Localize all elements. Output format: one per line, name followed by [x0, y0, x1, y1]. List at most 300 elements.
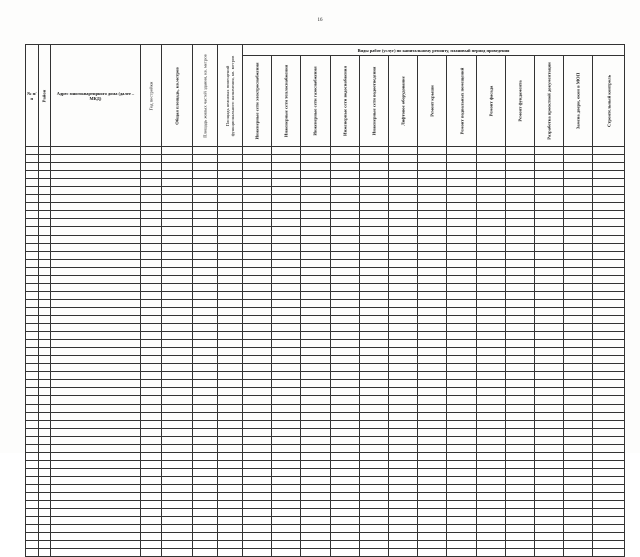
- table-cell: [301, 227, 330, 235]
- table-cell: [593, 171, 625, 179]
- table-cell: [564, 404, 593, 412]
- work-type-header: Инженерные сети водоснабжения: [330, 56, 359, 147]
- table-cell: [418, 324, 447, 332]
- table-cell: [564, 476, 593, 484]
- table-cell: [301, 493, 330, 501]
- table-cell: [38, 332, 51, 340]
- table-cell: [140, 227, 161, 235]
- table-cell: [535, 195, 564, 203]
- table-cell: [447, 428, 476, 436]
- table-cell: [140, 307, 161, 315]
- table-cell: [192, 235, 217, 243]
- table-cell: [140, 525, 161, 533]
- table-cell: [26, 324, 39, 332]
- table-cell: [242, 275, 271, 283]
- table-row: [26, 219, 625, 227]
- table-cell: [476, 299, 505, 307]
- table-cell: [26, 315, 39, 323]
- table-cell: [301, 283, 330, 291]
- table-cell: [161, 396, 192, 404]
- table-cell: [272, 211, 301, 219]
- table-cell: [389, 509, 418, 517]
- work-type-header: Инженерные сети электроснабжения: [242, 56, 271, 147]
- table-cell: [140, 356, 161, 364]
- table-cell: [593, 291, 625, 299]
- table-cell: [26, 412, 39, 420]
- table-cell: [535, 203, 564, 211]
- table-cell: [38, 388, 51, 396]
- table-cell: [564, 364, 593, 372]
- table-cell: [564, 428, 593, 436]
- table-cell: [217, 541, 242, 549]
- table-row: [26, 171, 625, 179]
- table-cell: [505, 307, 534, 315]
- table-cell: [217, 299, 242, 307]
- table-cell: [505, 452, 534, 460]
- table-cell: [359, 460, 388, 468]
- table-cell: [140, 412, 161, 420]
- table-cell: [476, 452, 505, 460]
- table-cell: [389, 259, 418, 267]
- table-cell: [505, 332, 534, 340]
- table-cell: [330, 356, 359, 364]
- table-cell: [26, 348, 39, 356]
- table-cell: [359, 187, 388, 195]
- table-cell: [330, 299, 359, 307]
- table-cell: [217, 171, 242, 179]
- table-cell: [161, 436, 192, 444]
- table-cell: [505, 299, 534, 307]
- table-cell: [192, 243, 217, 251]
- table-cell: [389, 468, 418, 476]
- table-cell: [192, 412, 217, 420]
- table-cell: [418, 380, 447, 388]
- table-cell: [26, 195, 39, 203]
- table-cell: [51, 299, 141, 307]
- table-cell: [447, 517, 476, 525]
- table-cell: [301, 187, 330, 195]
- table-cell: [140, 509, 161, 517]
- table-cell: [242, 476, 271, 484]
- table-cell: [593, 251, 625, 259]
- table-cell: [418, 517, 447, 525]
- table-cell: [38, 412, 51, 420]
- col-nonliving-area-header: Площадь нежилых помещений функционального назначения, кв. метров: [217, 45, 242, 147]
- table-cell: [505, 324, 534, 332]
- table-cell: [330, 307, 359, 315]
- table-cell: [593, 211, 625, 219]
- table-cell: [535, 155, 564, 163]
- table-cell: [564, 195, 593, 203]
- table-cell: [217, 179, 242, 187]
- table-cell: [192, 541, 217, 549]
- table-cell: [447, 219, 476, 227]
- table-cell: [217, 493, 242, 501]
- table-cell: [330, 452, 359, 460]
- table-cell: [161, 340, 192, 348]
- table-cell: [418, 420, 447, 428]
- table-cell: [38, 227, 51, 235]
- table-cell: [192, 549, 217, 557]
- table-cell: [535, 283, 564, 291]
- table-cell: [330, 291, 359, 299]
- table-cell: [330, 155, 359, 163]
- table-cell: [140, 267, 161, 275]
- table-cell: [242, 549, 271, 557]
- table-cell: [593, 163, 625, 171]
- table-cell: [272, 460, 301, 468]
- table-cell: [161, 307, 192, 315]
- table-cell: [272, 404, 301, 412]
- table-cell: [140, 468, 161, 476]
- table-cell: [217, 275, 242, 283]
- table-cell: [161, 541, 192, 549]
- table-cell: [51, 525, 141, 533]
- table-cell: [476, 404, 505, 412]
- table-cell: [447, 291, 476, 299]
- table-cell: [593, 307, 625, 315]
- table-cell: [330, 517, 359, 525]
- table-cell: [418, 147, 447, 155]
- table-cell: [330, 235, 359, 243]
- table-cell: [26, 525, 39, 533]
- table-cell: [447, 187, 476, 195]
- table-cell: [418, 525, 447, 533]
- table-cell: [505, 340, 534, 348]
- table-row: [26, 525, 625, 533]
- table-cell: [140, 195, 161, 203]
- table-cell: [389, 452, 418, 460]
- table-cell: [535, 396, 564, 404]
- table-cell: [26, 396, 39, 404]
- table-cell: [161, 324, 192, 332]
- work-type-header: Ремонт крыши: [418, 56, 447, 147]
- table-cell: [418, 412, 447, 420]
- table-cell: [447, 195, 476, 203]
- table-cell: [418, 299, 447, 307]
- table-cell: [272, 396, 301, 404]
- table-cell: [51, 396, 141, 404]
- table-cell: [535, 340, 564, 348]
- table-cell: [535, 307, 564, 315]
- table-cell: [301, 396, 330, 404]
- register-body: [26, 147, 625, 557]
- table-cell: [26, 476, 39, 484]
- table-cell: [447, 412, 476, 420]
- table-cell: [330, 404, 359, 412]
- table-cell: [38, 380, 51, 388]
- table-cell: [593, 195, 625, 203]
- table-cell: [51, 380, 141, 388]
- table-cell: [330, 211, 359, 219]
- table-cell: [51, 364, 141, 372]
- table-cell: [140, 315, 161, 323]
- table-cell: [51, 549, 141, 557]
- table-cell: [505, 267, 534, 275]
- table-cell: [192, 315, 217, 323]
- table-cell: [330, 267, 359, 275]
- table-cell: [26, 332, 39, 340]
- table-cell: [564, 291, 593, 299]
- table-cell: [564, 243, 593, 251]
- table-cell: [593, 348, 625, 356]
- table-cell: [418, 372, 447, 380]
- table-cell: [272, 315, 301, 323]
- table-cell: [38, 283, 51, 291]
- table-cell: [593, 324, 625, 332]
- table-cell: [389, 155, 418, 163]
- table-cell: [564, 412, 593, 420]
- table-cell: [505, 533, 534, 541]
- table-cell: [38, 155, 51, 163]
- table-cell: [564, 509, 593, 517]
- table-cell: [389, 484, 418, 492]
- table-cell: [301, 219, 330, 227]
- table-cell: [476, 171, 505, 179]
- table-cell: [389, 549, 418, 557]
- table-cell: [242, 533, 271, 541]
- table-cell: [389, 251, 418, 259]
- table-cell: [593, 147, 625, 155]
- table-cell: [476, 147, 505, 155]
- table-cell: [330, 219, 359, 227]
- table-cell: [217, 340, 242, 348]
- table-cell: [505, 412, 534, 420]
- table-cell: [505, 219, 534, 227]
- table-cell: [161, 380, 192, 388]
- table-row: [26, 420, 625, 428]
- table-cell: [140, 396, 161, 404]
- table-cell: [38, 243, 51, 251]
- table-cell: [38, 267, 51, 275]
- table-cell: [140, 549, 161, 557]
- table-cell: [140, 436, 161, 444]
- table-cell: [38, 493, 51, 501]
- table-cell: [389, 283, 418, 291]
- table-cell: [359, 299, 388, 307]
- table-cell: [26, 340, 39, 348]
- table-cell: [140, 388, 161, 396]
- table-cell: [564, 275, 593, 283]
- table-cell: [593, 299, 625, 307]
- table-cell: [192, 493, 217, 501]
- table-cell: [38, 147, 51, 155]
- table-cell: [330, 549, 359, 557]
- table-cell: [192, 476, 217, 484]
- table-cell: [140, 283, 161, 291]
- table-cell: [330, 493, 359, 501]
- table-cell: [330, 525, 359, 533]
- table-cell: [192, 155, 217, 163]
- table-row: [26, 484, 625, 492]
- table-cell: [564, 541, 593, 549]
- table-cell: [272, 501, 301, 509]
- table-cell: [161, 509, 192, 517]
- table-cell: [217, 147, 242, 155]
- table-cell: [161, 251, 192, 259]
- work-type-header: Лифтовое оборудование: [389, 56, 418, 147]
- table-cell: [593, 179, 625, 187]
- table-cell: [389, 299, 418, 307]
- table-cell: [242, 267, 271, 275]
- table-cell: [242, 452, 271, 460]
- table-cell: [564, 179, 593, 187]
- table-cell: [272, 307, 301, 315]
- table-cell: [359, 493, 388, 501]
- table-cell: [140, 251, 161, 259]
- works-group-header: Виды работ (услуг) по капитальному ремонту, плановый период проведения: [242, 45, 624, 56]
- table-cell: [140, 452, 161, 460]
- table-cell: [535, 332, 564, 340]
- table-cell: [535, 428, 564, 436]
- table-cell: [192, 340, 217, 348]
- table-cell: [330, 324, 359, 332]
- table-cell: [217, 525, 242, 533]
- table-cell: [38, 307, 51, 315]
- table-cell: [26, 267, 39, 275]
- table-cell: [359, 324, 388, 332]
- table-cell: [272, 283, 301, 291]
- table-cell: [535, 452, 564, 460]
- table-cell: [51, 452, 141, 460]
- table-cell: [272, 428, 301, 436]
- table-cell: [301, 380, 330, 388]
- table-row: [26, 404, 625, 412]
- table-cell: [593, 275, 625, 283]
- table-cell: [593, 203, 625, 211]
- table-cell: [476, 315, 505, 323]
- table-cell: [505, 203, 534, 211]
- table-row: [26, 364, 625, 372]
- table-cell: [564, 315, 593, 323]
- table-cell: [359, 203, 388, 211]
- table-cell: [418, 364, 447, 372]
- table-cell: [272, 493, 301, 501]
- table-cell: [535, 324, 564, 332]
- table-cell: [593, 235, 625, 243]
- table-cell: [535, 404, 564, 412]
- table-cell: [51, 211, 141, 219]
- table-cell: [192, 171, 217, 179]
- table-cell: [242, 356, 271, 364]
- table-cell: [217, 348, 242, 356]
- table-cell: [505, 396, 534, 404]
- table-cell: [161, 203, 192, 211]
- table-cell: [418, 549, 447, 557]
- table-cell: [38, 509, 51, 517]
- table-cell: [418, 163, 447, 171]
- col-num-header: № п/п: [26, 45, 39, 147]
- table-cell: [217, 404, 242, 412]
- table-cell: [38, 549, 51, 557]
- table-cell: [38, 315, 51, 323]
- work-type-header: Инженерные сети газоснабжения: [301, 56, 330, 147]
- table-cell: [505, 356, 534, 364]
- table-cell: [593, 219, 625, 227]
- table-cell: [505, 259, 534, 267]
- table-cell: [192, 259, 217, 267]
- table-cell: [242, 444, 271, 452]
- table-cell: [301, 541, 330, 549]
- table-cell: [418, 195, 447, 203]
- table-cell: [26, 171, 39, 179]
- table-cell: [447, 372, 476, 380]
- table-cell: [389, 195, 418, 203]
- table-cell: [359, 372, 388, 380]
- table-cell: [447, 436, 476, 444]
- table-row: [26, 388, 625, 396]
- table-cell: [242, 340, 271, 348]
- table-cell: [272, 517, 301, 525]
- table-cell: [476, 259, 505, 267]
- table-cell: [272, 509, 301, 517]
- table-row: [26, 235, 625, 243]
- table-cell: [51, 179, 141, 187]
- table-cell: [359, 227, 388, 235]
- table-cell: [476, 509, 505, 517]
- table-cell: [161, 549, 192, 557]
- table-cell: [564, 388, 593, 396]
- table-cell: [192, 420, 217, 428]
- table-cell: [564, 517, 593, 525]
- table-cell: [272, 388, 301, 396]
- table-row: [26, 468, 625, 476]
- table-cell: [593, 315, 625, 323]
- table-cell: [359, 195, 388, 203]
- table-cell: [217, 484, 242, 492]
- table-cell: [140, 476, 161, 484]
- table-cell: [505, 291, 534, 299]
- table-cell: [51, 412, 141, 420]
- table-cell: [418, 187, 447, 195]
- table-cell: [38, 291, 51, 299]
- table-cell: [418, 493, 447, 501]
- table-cell: [242, 243, 271, 251]
- table-cell: [242, 509, 271, 517]
- table-row: [26, 283, 625, 291]
- table-cell: [330, 372, 359, 380]
- table-cell: [140, 484, 161, 492]
- table-cell: [535, 259, 564, 267]
- table-row: [26, 332, 625, 340]
- table-cell: [593, 243, 625, 251]
- table-cell: [26, 372, 39, 380]
- table-cell: [192, 332, 217, 340]
- table-cell: [593, 484, 625, 492]
- table-cell: [330, 460, 359, 468]
- table-cell: [192, 219, 217, 227]
- table-cell: [192, 380, 217, 388]
- table-cell: [26, 436, 39, 444]
- table-cell: [242, 187, 271, 195]
- table-cell: [242, 380, 271, 388]
- table-cell: [505, 211, 534, 219]
- table-cell: [476, 525, 505, 533]
- table-cell: [564, 436, 593, 444]
- table-cell: [447, 203, 476, 211]
- table-cell: [476, 476, 505, 484]
- table-cell: [161, 372, 192, 380]
- table-cell: [217, 549, 242, 557]
- table-cell: [217, 267, 242, 275]
- table-cell: [389, 364, 418, 372]
- table-cell: [192, 533, 217, 541]
- table-cell: [192, 147, 217, 155]
- table-cell: [535, 227, 564, 235]
- table-cell: [593, 476, 625, 484]
- table-cell: [242, 203, 271, 211]
- table-row: [26, 476, 625, 484]
